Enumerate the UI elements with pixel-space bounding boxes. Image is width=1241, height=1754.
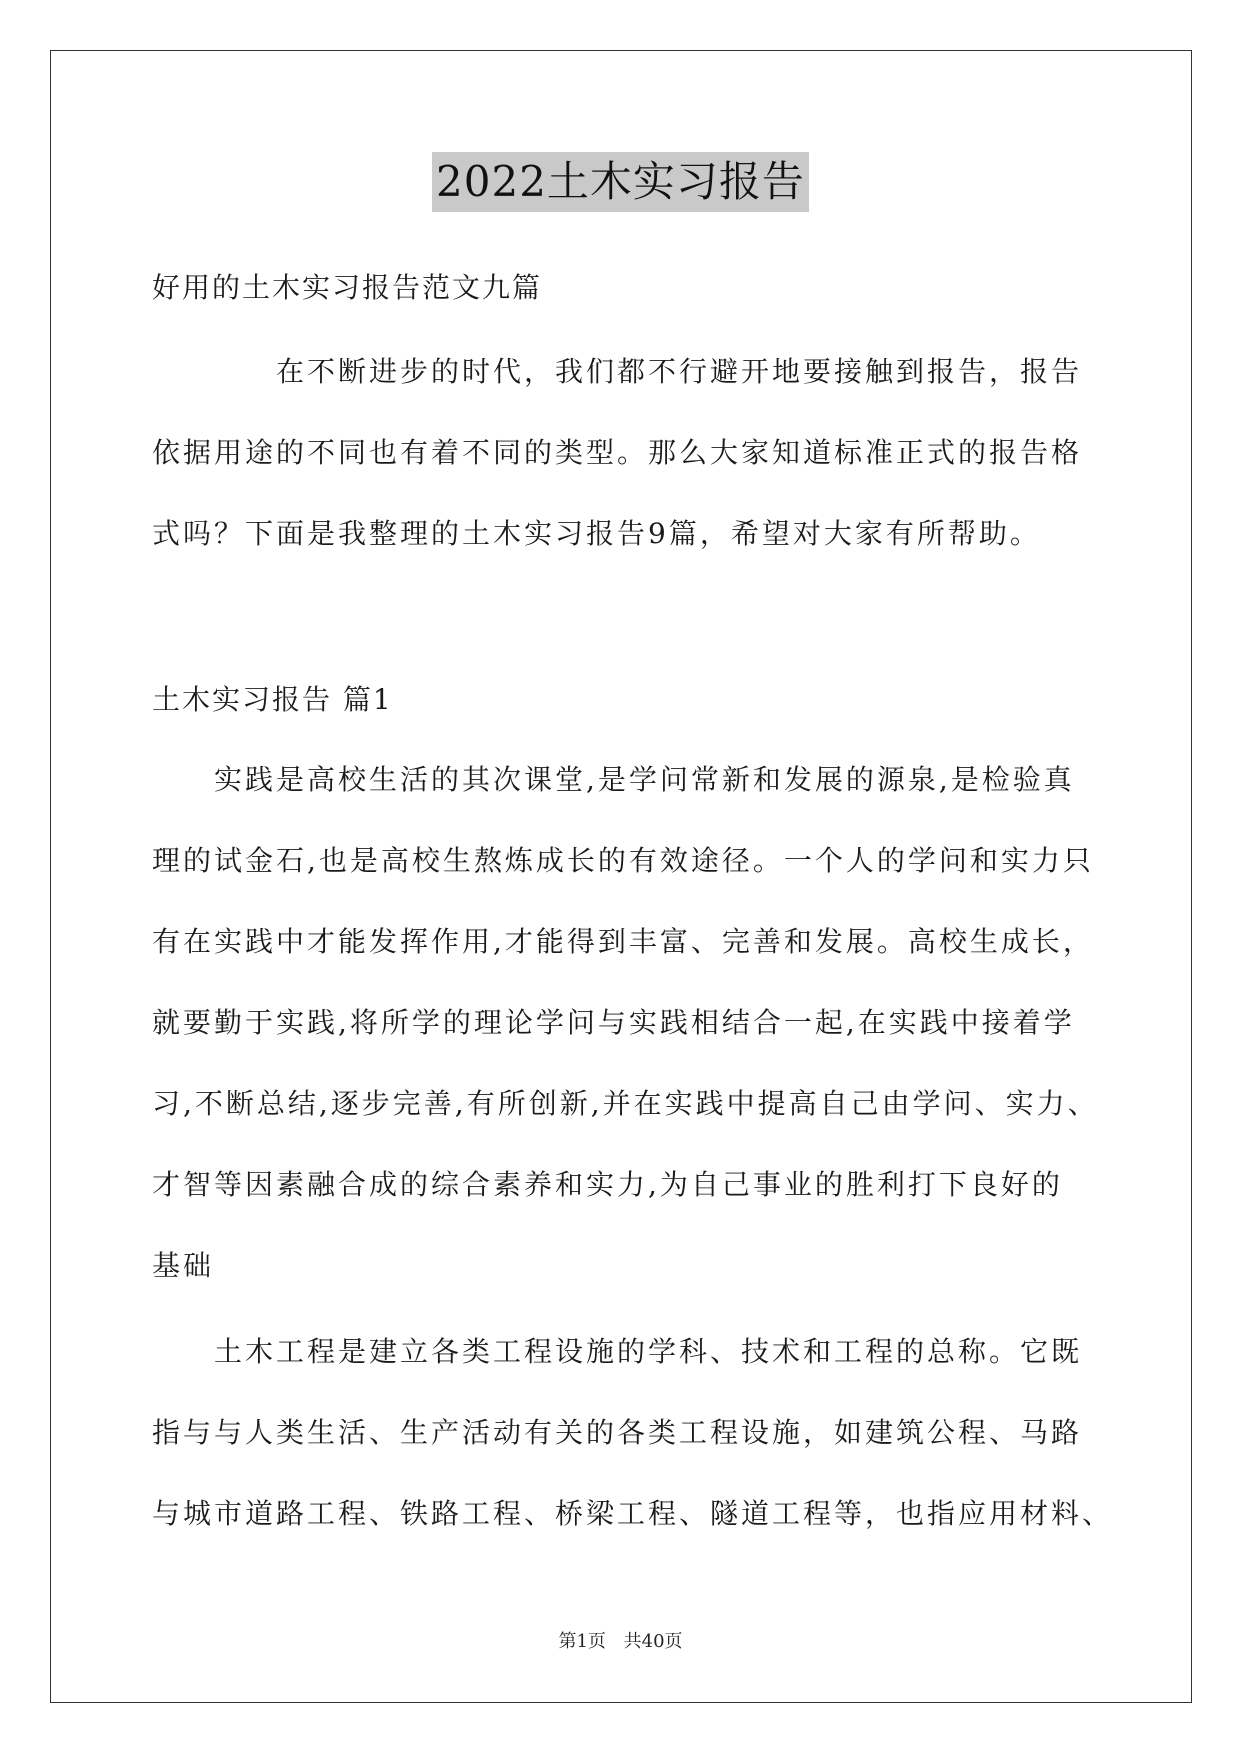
intro-line: 依据用途的不同也有着不同的类型。那么大家知道标准正式的报告格 bbox=[152, 436, 1083, 469]
paragraph-line: 指与与人类生活、生产活动有关的各类工程设施，如建筑公程、马路 bbox=[152, 1416, 1083, 1449]
page-footer bbox=[0, 1630, 1241, 1654]
paragraph-line: 就要勤于实践,将所学的理论学问与实践相结合一起,在实践中接着学 bbox=[152, 1006, 1075, 1039]
paragraph-line: 与城市道路工程、铁路工程、桥梁工程、隧道工程等，也指应用材料、 bbox=[152, 1497, 1114, 1530]
paragraph-line: 实践是高校生活的其次课堂,是学问常新和发展的源泉,是检验真 bbox=[152, 763, 1075, 796]
page-number: 第1页 bbox=[558, 1631, 606, 1652]
section-heading: 土木实习报告 篇1 bbox=[152, 683, 393, 716]
paragraph-line: 基础 bbox=[152, 1249, 215, 1282]
paragraph-line: 理的试金石,也是高校生熬炼成长的有效途径。一个人的学问和实力只 bbox=[152, 844, 1094, 877]
intro-line: 在不断进步的时代，我们都不行避开地要接触到报告，报告 bbox=[152, 355, 1083, 388]
paragraph-line: 习,不断总结,逐步完善,有所创新,并在实践中提高自己由学问、实力、 bbox=[152, 1087, 1099, 1120]
title-wrapper bbox=[0, 152, 1241, 212]
paragraph-line: 有在实践中才能发挥作用,才能得到丰富、完善和发展。高校生成长， bbox=[152, 925, 1094, 958]
document-title: 2022土木实习报告 bbox=[432, 152, 809, 212]
intro-line: 式吗？下面是我整理的土木实习报告9篇，希望对大家有所帮助。 bbox=[152, 517, 1041, 550]
intro-paragraph bbox=[152, 331, 1092, 574]
body-paragraph-2 bbox=[152, 1311, 1114, 1554]
total-pages: 共40页 bbox=[623, 1631, 683, 1652]
paragraph-line: 土木工程是建立各类工程设施的学科、技术和工程的总称。它既 bbox=[152, 1335, 1083, 1368]
body-paragraph-1 bbox=[152, 739, 1099, 1306]
paragraph-line: 才智等因素融合成的综合素养和实力,为自己事业的胜利打下良好的 bbox=[152, 1168, 1063, 1201]
document-subtitle: 好用的土木实习报告范文九篇 bbox=[152, 271, 543, 304]
